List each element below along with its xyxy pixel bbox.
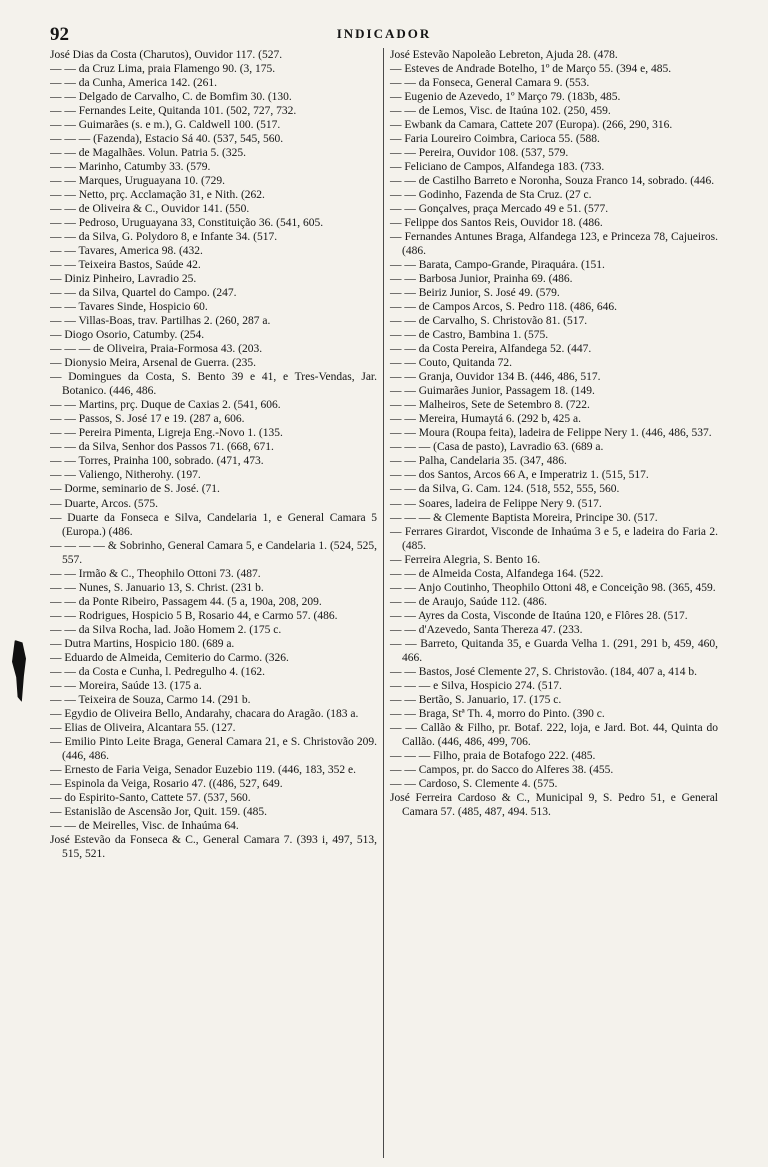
directory-entry: — — — (Fazenda), Estacio Sá 40. (537, 545, 560. — [50, 133, 284, 146]
directory-entry: — — de Lemos, Visc. de Itaúna 102. (250, 459. — [390, 105, 611, 118]
directory-entry: — — Barreto, Quitanda 35, e Guarda Velha 1. (291, 291 b, 459, 460, 466. — [390, 637, 718, 664]
directory-entry: — — Pereira, Ouvidor 108. (537, 579. — [390, 147, 569, 160]
directory-entry: — Emilio Pinto Leite Braga, General Camara 21, e S. Christovão 209. (446, 486. — [50, 735, 377, 762]
directory-entry: — Ferreira Alegria, S. Bento 16. — [390, 553, 541, 566]
directory-entry: — — Delgado de Carvalho, C. de Bomfim 30. (130. — [50, 91, 292, 104]
directory-entry: — — Tavares Sinde, Hospicio 60. — [50, 301, 208, 314]
directory-entry: — — Malheiros, Sete de Setembro 8. (722. — [390, 399, 590, 412]
directory-entry: — Elias de Oliveira, Alcantara 55. (127. — [50, 721, 236, 734]
directory-entry: — — da Silva Rocha, lad. João Homem 2. (175 c. — [50, 623, 282, 636]
directory-entry: — — Irmão & C., Theophilo Ottoni 73. (487. — [50, 567, 261, 580]
directory-entry: — Faria Loureiro Coimbra, Carioca 55. (588. — [390, 133, 600, 146]
directory-entry: — — Godinho, Fazenda de Sta Cruz. (27 c. — [390, 189, 592, 202]
directory-entry: — — Torres, Prainha 100, sobrado. (471, 473. — [50, 455, 264, 468]
directory-entry: — — Netto, prç. Acclamação 31, e Nith. (262. — [50, 189, 265, 202]
directory-entry: — Domingues da Costa, S. Bento 39 e 41, e Tres-Vendas, Jar. Botanico. (446, 486. — [50, 371, 377, 398]
directory-entry: — — Nunes, S. Januario 13, S. Christ. (231 b. — [50, 581, 264, 594]
directory-entry: — — da Costa e Cunha, l. Pedregulho 4. (162. — [50, 665, 265, 678]
directory-entry: — — Palha, Candelaria 35. (347, 486. — [390, 455, 567, 468]
directory-entry: — — de Castilho Barreto e Noronha, Souza Franco 14, sobrado. (446. — [390, 175, 715, 188]
directory-entry: — — Martins, prç. Duque de Caxias 2. (541, 606. — [50, 399, 281, 412]
directory-entry: — — Mereira, Humaytá 6. (292 b, 425 a. — [390, 413, 581, 426]
directory-entry: — — da Fonseca, General Camara 9. (553. — [390, 77, 590, 90]
directory-entry: — — de Oliveira & C., Ouvidor 141. (550. — [50, 203, 250, 216]
directory-entry: — — da Ponte Ribeiro, Passagem 44. (5 a, 190a, 208, 209. — [50, 595, 322, 608]
directory-entry: José Ferreira Cardoso & C., Municipal 9, S. Pedro 51, e General Camara 57. (485, 487, 494. 513. — [390, 791, 718, 818]
page-header — [50, 24, 718, 46]
ink-blot — [12, 640, 26, 702]
directory-entry: — — Teixeira de Souza, Carmo 14. (291 b. — [50, 693, 251, 706]
directory-entry: — — da Costa Pereira, Alfandega 52. (447. — [390, 343, 592, 356]
directory-entry: — — Granja, Ouvidor 134 B. (446, 486, 517. — [390, 371, 601, 384]
directory-entry: — — da Silva, Quartel do Campo. (247. — [50, 287, 237, 300]
directory-entry: — — — e Silva, Hospicio 274. (517. — [390, 679, 562, 692]
left-column — [50, 48, 384, 1158]
directory-entry: — — Cardoso, S. Clemente 4. (575. — [390, 777, 558, 790]
directory-entry: — — Callão & Filho, pr. Botaf. 222, loja, e Jard. Bot. 44, Quinta do Callão. (446, 486, 499, 706. — [390, 721, 718, 748]
directory-entry: José Dias da Costa (Charutos), Ouvidor 117. (527. — [50, 49, 283, 61]
directory-entry: — Dorme, seminario de S. José. (71. — [50, 483, 220, 496]
directory-entry: — — Tavares, America 98. (432. — [50, 245, 203, 258]
directory-entry: — Eugenio de Azevedo, 1º Março 79. (183b, 485. — [390, 91, 621, 104]
directory-entry: — — da Silva, Senhor dos Passos 71. (668, 671. — [50, 441, 274, 454]
page-number: 92 — [50, 24, 69, 45]
directory-entry: — Egydio de Oliveira Bello, Andarahy, chacara do Aragão. (183 a. — [50, 707, 359, 720]
directory-entry: — — Anjo Coutinho, Theophilo Ottoni 48, e Conceição 98. (365, 459. — [390, 581, 716, 594]
directory-entry: — — da Cunha, America 142. (261. — [50, 77, 218, 90]
directory-entry: — — da Silva, G. Polydoro 8, e Infante 34. (517. — [50, 231, 278, 244]
directory-entry: — Ferrares Girardot, Visconde de Inhaúma 3 e 5, e ladeira do Faria 2. (485. — [390, 525, 718, 552]
directory-entry: — — — — & Sobrinho, General Camara 5, e Candelaria 1. (524, 525, 557. — [50, 539, 377, 566]
directory-entry: — Esteves de Andrade Botelho, 1º de Março 55. (394 e, 485. — [390, 63, 672, 76]
directory-entry: — — Barbosa Junior, Prainha 69. (486. — [390, 273, 573, 286]
directory-entry: — — Fernandes Leite, Quitanda 101. (502, 727, 732. — [50, 105, 297, 118]
directory-entry: — — Beiriz Junior, S. José 49. (579. — [390, 287, 560, 300]
directory-entry: — Diniz Pinheiro, Lavradio 25. — [50, 273, 197, 286]
directory-entry: — — de Carvalho, S. Christovão 81. (517. — [390, 315, 588, 328]
directory-entry: — — Valiengo, Nitherohy. (197. — [50, 469, 201, 482]
directory-columns — [50, 48, 718, 1158]
directory-entry: — Ernesto de Faria Veiga, Senador Euzebio 119. (446, 183, 352 e. — [50, 763, 356, 776]
directory-entry: José Estevão da Fonseca & C., General Camara 7. (393 i, 497, 513, 515, 521. — [50, 833, 377, 860]
directory-entry: — — de Magalhães. Volun. Patria 5. (325. — [50, 147, 247, 160]
directory-entry: — — dos Santos, Arcos 66 A, e Imperatriz 1. (515, 517. — [390, 469, 649, 482]
directory-entry: — — Guimarães Junior, Passagem 18. (149. — [390, 385, 595, 398]
directory-entry: — — Marinho, Catumby 33. (579. — [50, 161, 211, 174]
directory-entry: — — de Castro, Bambina 1. (575. — [390, 329, 549, 342]
directory-entry: — Duarte, Arcos. (575. — [50, 497, 158, 510]
directory-entry: — — Braga, Stª Th. 4, morro do Pinto. (390 c. — [390, 707, 605, 720]
directory-entry: — — — & Clemente Baptista Moreira, Principe 30. (517. — [390, 511, 658, 524]
directory-entry: — Dionysio Meira, Arsenal de Guerra. (235. — [50, 357, 256, 370]
running-head: INDICADOR — [336, 26, 432, 41]
directory-entry: — — Barata, Campo-Grande, Piraquára. (151. — [390, 259, 605, 272]
directory-entry: — — — (Casa de pasto), Lavradio 63. (689 a. — [390, 441, 604, 454]
directory-entry: — — Couto, Quitanda 72. — [390, 357, 513, 370]
directory-entry: — — d'Azevedo, Santa Thereza 47. (233. — [390, 623, 583, 636]
directory-entry: — — — de Oliveira, Praia-Formosa 43. (203. — [50, 343, 263, 356]
directory-entry: — Eduardo de Almeida, Cemiterio do Carmo. (326. — [50, 651, 289, 664]
directory-entry: — — Marques, Uruguayana 10. (729. — [50, 175, 226, 188]
directory-entry: — Felippe dos Santos Reis, Ouvidor 18. (486. — [390, 217, 603, 230]
directory-entry: — — de Araujo, Saúde 112. (486. — [390, 595, 548, 608]
directory-entry: — do Espirito-Santo, Cattete 57. (537, 560. — [50, 791, 251, 804]
directory-entry: — — da Cruz Lima, praia Flamengo 90. (3, 175. — [50, 63, 276, 76]
directory-entry: — Ewbank da Camara, Cattete 207 (Europa). (266, 290, 316. — [390, 119, 673, 132]
directory-entry: — — Passos, S. José 17 e 19. (287 a, 606. — [50, 413, 245, 426]
directory-entry: José Estevão Napoleão Lebreton, Ajuda 28. (478. — [390, 49, 618, 61]
directory-entry: — — Bastos, José Clemente 27, S. Christovão. (184, 407 a, 414 b. — [390, 665, 697, 678]
directory-entry: — Estanislão de Ascensão Jor, Quit. 159. (485. — [50, 805, 268, 818]
directory-entry: — — — Filho, praia de Botafogo 222. (485. — [390, 749, 596, 762]
directory-entry: — Diogo Osorio, Catumby. (254. — [50, 329, 205, 342]
directory-entry: — — da Silva, G. Cam. 124. (518, 552, 555, 560. — [390, 483, 620, 496]
directory-entry: — — de Almeida Costa, Alfandega 164. (522. — [390, 567, 604, 580]
directory-entry: — — Pereira Pimenta, Ligreja Eng.-Novo 1. (135. — [50, 427, 283, 440]
directory-entry: — — Moura (Roupa feita), ladeira de Felippe Nery 1. (446, 486, 537. — [390, 427, 712, 440]
directory-entry: — Feliciano de Campos, Alfandega 183. (733. — [390, 161, 605, 174]
directory-entry: — — Rodrigues, Hospicio 5 B, Rosario 44, e Carmo 57. (486. — [50, 609, 338, 622]
directory-entry: — — Teixeira Bastos, Saúde 42. — [50, 259, 201, 272]
directory-entry: — — Campos, pr. do Sacco do Alferes 38. (455. — [390, 763, 614, 776]
directory-entry: — — Ayres da Costa, Visconde de Itaúna 120, e Flôres 28. (517. — [390, 609, 688, 622]
directory-entry: — Dutra Martins, Hospicio 180. (689 a. — [50, 637, 235, 650]
directory-entry: — — Guimarães (s. e m.), G. Caldwell 100. (517. — [50, 119, 281, 132]
directory-entry: — — de Campos Arcos, S. Pedro 118. (486, 646. — [390, 301, 618, 314]
right-column — [384, 48, 718, 1158]
directory-entry: — — Pedroso, Uruguayana 33, Constituição 36. (541, 605. — [50, 217, 324, 230]
directory-entry: — — Bertão, S. Januario, 17. (175 c. — [390, 693, 562, 706]
directory-entry: — Espinola da Veiga, Rosario 47. ((486, 527, 649. — [50, 777, 283, 790]
directory-entry: — — Soares, ladeira de Felippe Nery 9. (517. — [390, 497, 602, 510]
directory-entry: — — de Meirelles, Visc. de Inhaúma 64. — [50, 819, 239, 832]
directory-entry: — Duarte da Fonseca e Silva, Candelaria 1, e General Camara 5 (Europa.) (486. — [50, 511, 377, 538]
directory-entry: — Fernandes Antunes Braga, Alfandega 123, e Princeza 78, Cajueiros. (486. — [390, 231, 718, 258]
directory-entry: — — Gonçalves, praça Mercado 49 e 51. (577. — [390, 203, 609, 216]
directory-entry: — — Villas-Boas, trav. Partilhas 2. (260, 287 a. — [50, 315, 271, 328]
directory-entry: — — Moreira, Saúde 13. (175 a. — [50, 679, 202, 692]
